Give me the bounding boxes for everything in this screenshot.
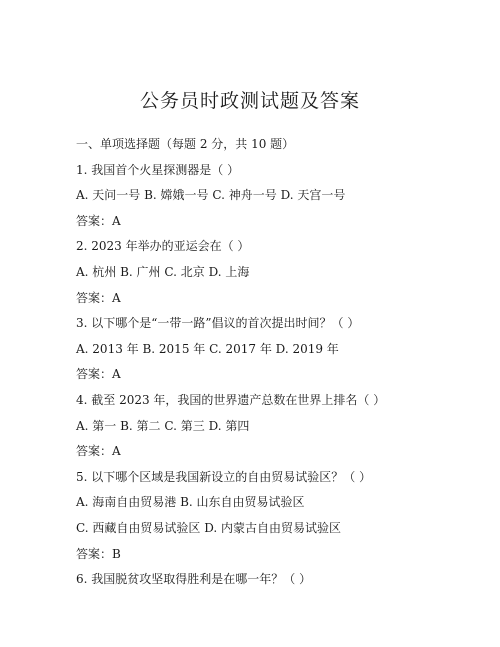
question-1-options: A. 天问一号 B. 嫦娥一号 C. 神舟一号 D. 天宫一号 [76, 188, 346, 203]
question-2-options: A. 杭州 B. 广州 C. 北京 D. 上海 [76, 264, 250, 279]
question-2: 2. 2023 年举办的亚运会在（ ） [76, 239, 250, 254]
question-5-options-cd: C. 西藏自由贸易试验区 D. 内蒙古自由贸易试验区 [76, 520, 342, 535]
question-5-options-ab: A. 海南自由贸易港 B. 山东自由贸易试验区 [76, 495, 305, 510]
section-heading: 一、单项选择题（每题 2 分，共 10 题） [76, 137, 295, 151]
question-1: 1. 我国首个火星探测器是（ ） [76, 162, 240, 177]
question-4: 4. 截至 2023 年，我国的世界遗产总数在世界上排名（ ） [76, 392, 386, 407]
question-2-answer: 答案：A [76, 290, 121, 305]
question-1-answer: 答案：A [76, 213, 121, 228]
question-5-answer: 答案：B [76, 546, 121, 561]
question-4-answer: 答案：A [76, 444, 121, 459]
question-3-options: A. 2013 年 B. 2015 年 C. 2017 年 D. 2019 年 [76, 341, 339, 356]
question-3-answer: 答案：A [76, 367, 121, 382]
document-body [76, 138, 476, 599]
question-6: 6. 我国脱贫攻坚取得胜利是在哪一年？（ ） [76, 572, 312, 587]
question-3: 3. 以下哪个是“一带一路”倡议的首次提出时间？（ ） [76, 316, 360, 331]
question-4-options: A. 第一 B. 第二 C. 第三 D. 第四 [76, 418, 250, 433]
page-title: 公务员时政测试题及答案 [139, 90, 360, 112]
question-5: 5. 以下哪个区域是我国新设立的自由贸易试验区？（ ） [76, 469, 372, 484]
